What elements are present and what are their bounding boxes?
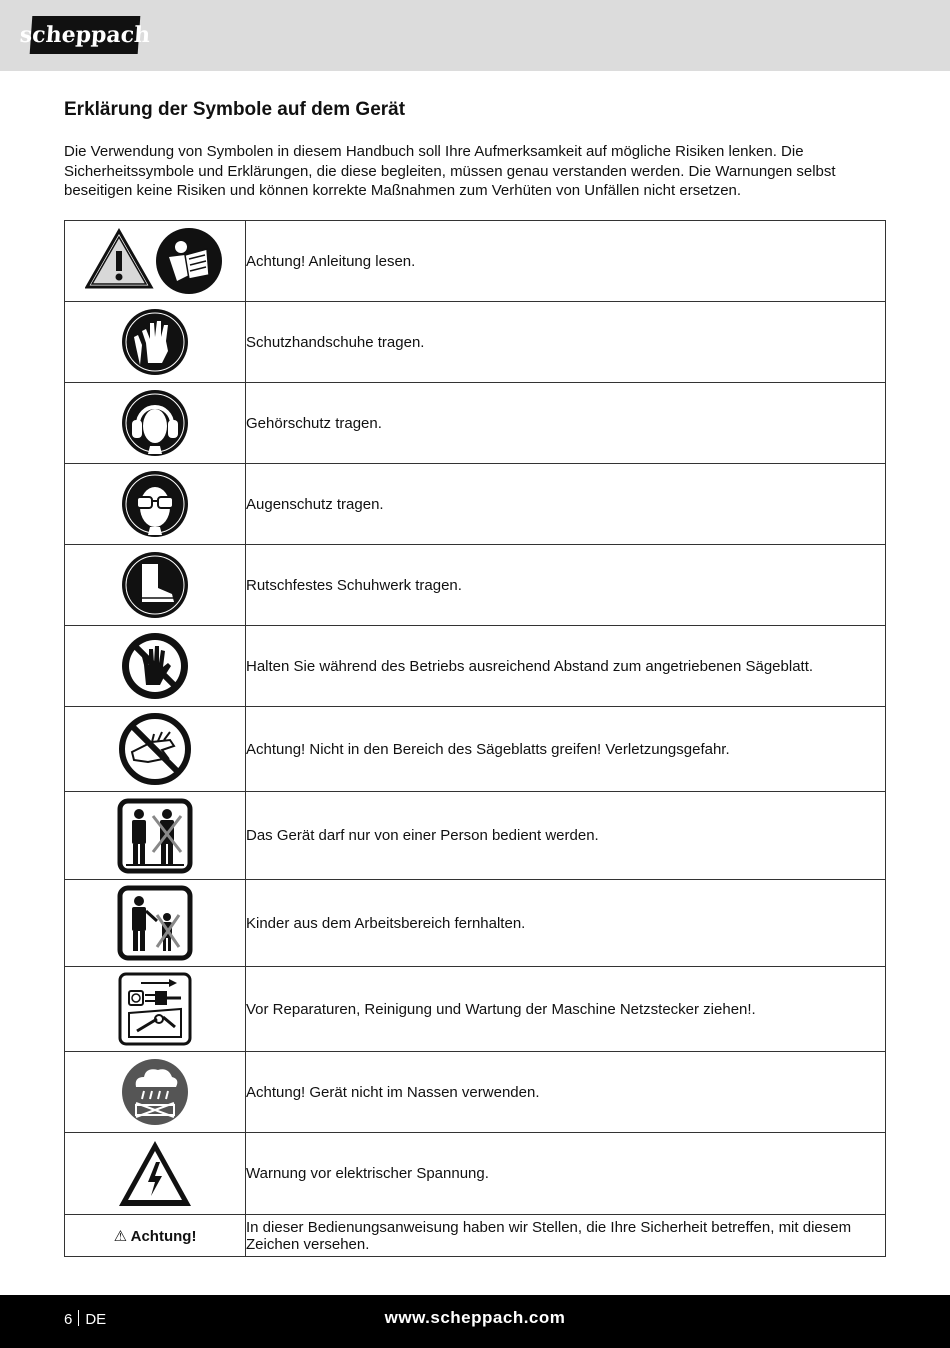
attention-label: ⚠ Achtung! <box>65 1215 246 1257</box>
table-row <box>65 880 886 967</box>
row-text: Vor Reparaturen, Reinigung und Wartung der Maschine Netzstecker ziehen!. <box>246 967 886 1052</box>
header-bar <box>0 0 950 71</box>
table-row <box>65 464 886 545</box>
brand-logo: scheppach <box>30 16 141 54</box>
keep-children-away-icon <box>65 880 246 967</box>
page-title: Erklärung der Symbole auf dem Gerät <box>64 99 406 120</box>
website-link[interactable]: www.scheppach.com <box>384 1308 566 1327</box>
symbol-table <box>64 220 886 1257</box>
no-wet-use-icon <box>65 1052 246 1133</box>
ear-protection-icon <box>65 383 246 464</box>
safety-boot-icon <box>65 545 246 626</box>
row-text: Rutschfestes Schuhwerk tragen. <box>246 545 886 626</box>
table-row <box>65 707 886 792</box>
one-person-icon <box>65 792 246 880</box>
no-hand-icon <box>65 626 246 707</box>
language-code: DE <box>85 1311 107 1328</box>
table-row <box>65 302 886 383</box>
row-text: Achtung! Anleitung lesen. <box>246 221 886 302</box>
table-row <box>65 967 886 1052</box>
electric-voltage-icon <box>65 1133 246 1215</box>
intro-paragraph: Die Verwendung von Symbolen in diesem Handbuch soll Ihre Aufmerksamkeit auf mögliche Risiken lenken. Die Sicherheitssymbole und Erklärungen, die diese begleiten, müssen genau verstanden werden. Die Warnungen selbst beseitigen keine Risiken und können korrekte Maßnahmen zum Verhüten von Unfällen nicht ersetzen. <box>64 143 836 199</box>
gloves-icon <box>65 302 246 383</box>
eye-protection-icon <box>65 464 246 545</box>
unplug-before-service-icon <box>65 967 246 1052</box>
table-row <box>65 792 886 880</box>
row-text: Kinder aus dem Arbeitsbereich fernhalten. <box>246 880 886 967</box>
footer-bar <box>0 1295 950 1348</box>
table-row <box>65 1133 886 1215</box>
no-reach-blade-icon <box>65 707 246 792</box>
row-text: Warnung vor elektrischer Spannung. <box>246 1133 886 1215</box>
row-text: Halten Sie während des Betriebs ausreichend Abstand zum angetriebenen Sägeblatt. <box>246 626 886 707</box>
table-row <box>65 221 886 302</box>
row-text: Schutzhandschuhe tragen. <box>246 302 886 383</box>
row-text: Achtung! Gerät nicht im Nassen verwenden. <box>246 1052 886 1133</box>
table-row <box>65 383 886 464</box>
row-text: Achtung! Nicht in den Bereich des Sägeblatts greifen! Verletzungsgefahr. <box>246 707 886 792</box>
table-row <box>65 1052 886 1133</box>
table-row <box>65 626 886 707</box>
row-text: In dieser Bedienungsanweisung haben wir Stellen, die Ihre Sicherheit betreffen, mit diesem Zeichen versehen. <box>246 1215 886 1257</box>
row-text: Das Gerät darf nur von einer Person bedient werden. <box>246 792 886 880</box>
row-text: Gehörschutz tragen. <box>246 383 886 464</box>
row-text: Augenschutz tragen. <box>246 464 886 545</box>
warning-read-manual-icon <box>65 221 246 302</box>
page-number-value: 6 <box>64 1311 73 1328</box>
table-row <box>65 545 886 626</box>
table-row <box>65 1215 886 1257</box>
